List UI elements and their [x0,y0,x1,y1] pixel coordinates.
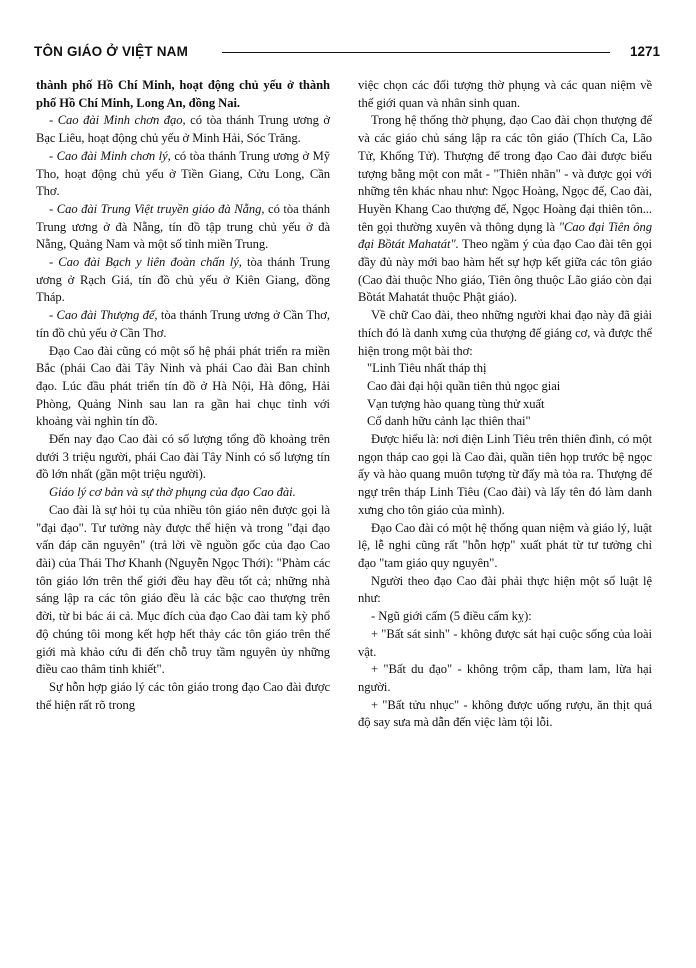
poem-line: "Linh Tiêu nhất tháp thị [367,361,487,376]
paragraph [36,201,330,254]
page-number: 1271 [629,44,660,59]
paragraph [36,148,330,201]
sect-desc: tòa thánh Trung ương ở Rạch Giá, tín đồ chủ yếu ở Kiên Giang, đồng Tháp. [36,255,330,305]
poem-line: Vạn tượng hào quang tùng thử xuất [367,396,545,411]
list-item: - Ngũ giới cấm (5 điều cấm kỵ): [371,609,532,624]
list-item: + "Bất sát sinh" - không được sát hại cuộc sống của loài vật. [358,626,652,659]
paragraph: Sự hỗn hợp giáo lý các tôn giáo trong đạo Cao đài được thể hiện rất rõ trong [36,679,330,712]
poem-line: Cổ danh hữu cảnh lạc thiên thai" [367,414,531,429]
deity-name: "Cao đại Tiên ông đại Bồtát Mahatát". [358,219,652,252]
paragraph: Về chữ Cao đài, theo những người khai đạo này đã giải thích đó là danh xưng của thượng đế giáng cơ, và được thể hiện trong một bài thơ: [358,308,652,358]
paragraph [358,112,652,307]
header-rule [222,52,610,53]
right-column [358,77,652,732]
left-column [36,77,330,714]
text-run: Trong hệ thống thờ phụng, đạo Cao đài chọn thượng đế và các giáo chủ sáng lập ra các tôn giáo (Thích Ca, Lão Tử, Khổng Tử). Thượng đế trong đạo Cao đài được biểu tượng bằng một con mắt - "Thiên nhãn" - và được gọi với những tên khác nhau như: Ngọc Hoàng, Ngọc đế, Cao đài, Huyền Khang Cao thượng đế, Ngọc Hoàng đại thiên tôn... tên gọi thường xuyên và thông dụng là [358,113,652,234]
sect-desc: có tòa thánh Trung ương ở Mỹ Tho, hoạt động chủ yếu ở Tiền Giang, Cửu Long, Cần Thơ. [36,148,330,199]
paragraph [36,307,330,342]
sect-name: - Cao đài Bạch y liên đoàn chấn lý, [49,255,242,270]
paragraph [36,112,330,147]
list-item: + "Bất du đạo" - không trộm cắp, tham lam, lừa hại người. [358,662,652,694]
paragraph: việc chọn các đối tượng thờ phụng và các quan niệm về thế giới quan và nhân sinh quan. [358,78,652,110]
sect-name: - Cao đài Thượng đế, [49,308,158,323]
sect-desc: tòa thánh Trung ương ở Cần Thơ, tín đồ chủ yếu ở Cần Thơ. [36,308,330,340]
section-heading: Giáo lý cơ bản và sự thờ phụng của đạo Cao đài. [49,485,296,500]
text-run: Theo ngầm ý của đạo Cao đài tên gọi đầy đủ này mới bao hàm hết sự hợp kết giữa các tôn giáo (Cao đài thuộc Nho giáo, Tiên ông thuộc Lão giáo còn đại Bồtát Mahatát thuộc Phật giáo). [358,237,652,305]
paragraph: Đến nay đạo Cao đài có số lượng tổng đồ khoảng trên dưới 3 triệu người, phái Cao đài Tây Ninh có số lượng tín đồ lớn nhất (gần một triệu người). [36,432,330,482]
paragraph [36,254,330,307]
paragraph: Đạo Cao đài có một hệ thống quan niệm và giáo lý, luật lệ, lễ nghi cũng rất "hỗn hợp" xuất phát từ tư tưởng chỉ đạo "tam giáo quy nguyên". [358,520,652,570]
paragraph: Người theo đạo Cao đài phải thực hiện một số luật lệ như: [358,573,652,606]
running-title: TÔN GIÁO Ở VIỆT NAM [34,44,189,59]
paragraph: Cao đài là sự hỏi tụ của nhiều tôn giáo nên được gọi là "đại đạo". Tư tưởng này được thể hiện và trong "đại đạo vấn đáp căn nguyên" (trả lời về nguồn gốc của đạo Cao đài) của Thái Thơ Khanh (Nguyễn Ngọc Thới): "Phàm các tôn giáo lớn trên thế giới đều hay đều tốt cả; những nhà sáng lập ra các tôn giáo đều là các bậc cao thượng trên đời, từ bi bác ái cả. Mục đích của đạo Cao đài tam kỳ phổ độ chúng tôi mong kết hợp hết thảy các tôn giáo trên thế giới mà khảo cứu đi đến chỗ truy tầm nguyên ủy những điều cao thâm tinh khiết". [36,502,330,677]
page-header [34,44,660,62]
list-item: + "Bất tửu nhục" - không được uống rượu, ăn thịt quá độ say sưa mà dẫn đến việc làm tội lỗi. [358,697,652,730]
paragraph: Đạo Cao đài cũng có một số hệ phái phát triển ra miền Bắc (phái Cao đài Tây Ninh và phái Cao đài Ban chỉnh đạo. Lúc đầu phát triển tín đồ ở Hà Nội, Hà đông, Hải Phòng, Quảng Ninh sau lan ra gần hai chục tỉnh với khoảng vài nghìn tín đồ. [36,343,330,429]
sect-desc: có tòa thánh Trung ương ở đà Nẵng, tín đồ tập trung chủ yếu ở đà Nẵng, Quảng Nam và một số tỉnh miền Trung. [36,201,330,252]
poem-line: Cao đài đại hội quần tiên thủ ngọc giai [367,378,561,393]
paragraph: thành phố Hồ Chí Minh, hoạt động chủ yếu ở thành phố Hồ Chí Minh, Long An, đồng Nai. [36,78,330,110]
sect-name: - Cao đài Minh chơn lý, [49,148,171,163]
paragraph: Được hiểu là: nơi điện Linh Tiêu trên thiên đình, có một ngọn tháp cao gọi là Cao đài, quần tiên họp trước bệ ngọc ấy và hào quang muôn tượng từ đấy mà tỏa ra. Thượng đế ngự trên tháp Linh Tiêu (Cao đài) và lấy tên đó làm danh xưng cho tôn giáo của mình). [358,432,652,517]
sect-desc: có tòa thánh Trung ương ở Bạc Liêu, hoạt động chủ yếu ở Minh Hải, Sóc Trăng. [36,113,330,146]
sect-name: - Cao đài Minh chơn đạo, [49,113,186,128]
sect-name: - Cao đài Trung Việt truyền giáo đà Nẵng, [49,201,265,216]
